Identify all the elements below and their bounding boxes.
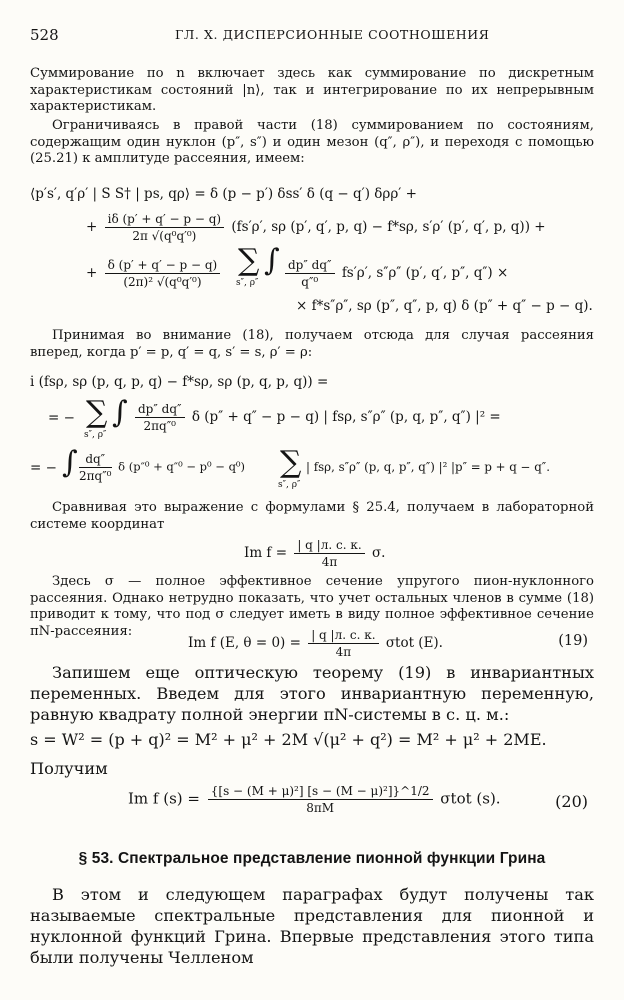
- equation-1-line-2: + $\frac{i\delta (p' + q' - p - q)}{\text{2π √(q⁰q′⁰)}}$ (fs′ρ′, sρ (p′, q′, p, q) − f*sρ, s′ρ′ (p′, q′, p, q)) +: [86, 212, 546, 243]
- equation-1-line-1: ⟨p′s′, q′ρ′ | S S† | ps, qρ⟩ = δ (p − p′) δss′ δ (q − q′) δρρ′ +: [30, 186, 417, 202]
- equation-2-line-3: $\frac{dq''}{\text{2πq″⁰}}$ δ (p″⁰ + q″⁰ − p⁰ − q⁰): [79, 452, 246, 483]
- equation-number-19: (19): [558, 633, 588, 649]
- sum-subscript-2: s″, ρ″: [84, 430, 107, 440]
- equation-2-line-1: i (fsρ, sρ (p, q, p, q) − f*sρ, sρ (p, q, p, q)) =: [30, 374, 329, 390]
- equation-2-line-3-rest: | fsρ, s″ρ″ (p, q, p″, q″) |² |p″ = p + q − q″.: [306, 460, 550, 474]
- integral-symbol-1: ∫: [264, 243, 280, 278]
- paragraph-1: Суммирование по n включает здесь как суммирование по дискретным характеристикам состояний |n⟩, так и интегрирование по их непрерывным характеристикам.: [30, 66, 594, 115]
- equation-1-fraction-2: $\frac{\delta (p' + q' - p - q)}{\text{(2π)² √(q⁰q′⁰)}}$: [105, 258, 221, 289]
- equation-3-fraction: $\frac{| q |л. с. к.}{4\pi}$: [294, 538, 364, 569]
- running-title: ГЛ. X. ДИСПЕРСИОННЫЕ СООТНОШЕНИЯ: [175, 27, 490, 42]
- equation-2-line-2: $\frac{dp'' dq''}{\text{2πq″⁰}}$ δ (p″ + q″ − p − q) | fsρ, s″ρ″ (p, q, p″, q″) |² =: [132, 402, 501, 433]
- equation-6-fraction: $\frac{\text{\{[s − (M + μ)²] [s − (M − μ)²]\}\textasciicircum{}1/2}}{8\pi M}$: [208, 784, 433, 815]
- paragraph-7: Получим: [30, 759, 108, 778]
- equation-1-fraction-1: $\frac{i\delta (p' + q' - p - q)}{\text{2π √(q⁰q′⁰)}}$: [105, 212, 224, 243]
- paragraph-3: Принимая во внимание (18), получаем отсюда для случая рассеяния вперед, когда p′ = p, q′ = q, s′ = s, ρ′ = ρ:: [30, 328, 594, 360]
- equation-2-line-2-lead: = −: [48, 410, 75, 426]
- equation-1-fraction-3: $\frac{dp'' dq''}{\text{q″⁰}}$: [285, 258, 335, 289]
- sum-subscript-3: s″, ρ″: [278, 480, 301, 490]
- page-header: [30, 26, 594, 46]
- equation-3: Im f = $\frac{| q |л. с. к.}{4\pi}$ σ.: [244, 538, 386, 569]
- sum-symbol-1: ∑: [238, 243, 260, 278]
- sum-symbol-3: ∑: [280, 445, 302, 480]
- integral-symbol-2: ∫: [112, 395, 128, 430]
- paragraph-5: Здесь σ — полное эффективное сечение упругого пион-нуклонного рассеяния. Однако нетрудно показать, что учет остальных членов в сумме (18) приводит к тому, что под σ следует иметь в виду полное эффективное сечение πN-рассеяния:: [30, 574, 594, 639]
- equation-1-line-3: + $\frac{\delta (p' + q' - p - q)}{\text{(2π)² √(q⁰q′⁰)}}$: [86, 258, 223, 289]
- equation-4-fraction: $\frac{| q |л. с. к.}{4\pi}$: [308, 628, 378, 659]
- paragraph-8: В этом и следующем параграфах будут получены так называемые спектральные представления для пионной и нуклонной функций Грина. Впервые представления этого типа были получены Челленом: [30, 885, 594, 967]
- sum-symbol-2: ∑: [86, 395, 108, 430]
- paragraph-2: Ограничиваясь в правой части (18) суммированием по состояниям, содержащим один нуклон (p″, s″) и один мезон (q″, ρ″), и переходя с помощью (25.21) к амплитуде рассеяния, имеем:: [30, 118, 594, 167]
- equation-5: s = W² = (p + q)² = M² + μ² + 2M √(μ² + q²) = M² + μ² + 2ME.: [30, 730, 547, 749]
- page-number: 528: [30, 26, 59, 44]
- paragraph-6: Запишем еще оптическую теорему (19) в инвариантных переменных. Введем для этого инвариантную переменную, равную квадрату полной энергии πN-системы в с. ц. м.:: [30, 663, 594, 724]
- equation-6: Im f (s) = $\frac{\text{\{[s − (M + μ)²] [s − (M − μ)²]\}\textasciicircum{}1/2}}{8\pi M}$ σtot (s).: [128, 784, 501, 815]
- section-title: § 53. Спектральное представление пионной функции Грина: [78, 850, 546, 867]
- equation-number-20: (20): [555, 792, 588, 811]
- equation-1-line-4: × f*s″ρ″, sρ (p″, q″, p, q) δ (p″ + q″ − p − q).: [296, 298, 593, 314]
- equation-1-line-3-rest: $\frac{dp'' dq''}{\text{q″⁰}}$ fs′ρ′, s″ρ″ (p′, q′, p″, q″) ×: [282, 258, 508, 289]
- sum-subscript-1: s″, ρ″: [236, 278, 259, 288]
- integral-symbol-3: ∫: [62, 445, 78, 480]
- equation-2-fraction-1: $\frac{dp'' dq''}{\text{2πq″⁰}}$: [135, 402, 185, 433]
- paragraph-4: Сравнивая это выражение с формулами § 25.4, получаем в лабораторной системе координат: [30, 500, 594, 532]
- equation-2-line-3-lead: = −: [30, 460, 57, 476]
- equation-2-fraction-2: $\frac{dq''}{\text{2πq″⁰}}$: [79, 452, 112, 483]
- equation-4: Im f (E, θ = 0) = $\frac{| q |л. с. к.}{4\pi}$ σtot (E).: [188, 628, 443, 659]
